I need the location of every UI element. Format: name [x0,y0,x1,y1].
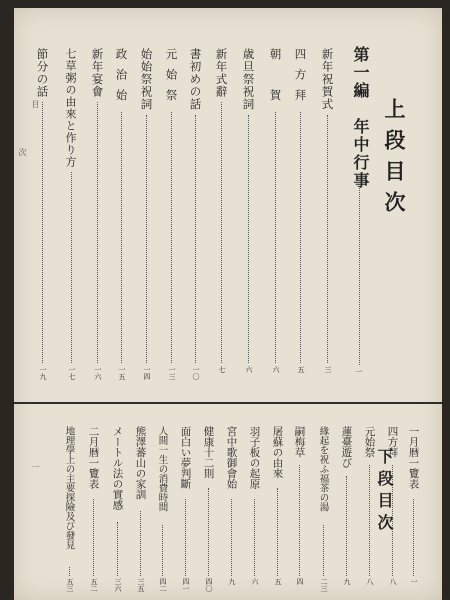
page-number: 八 [366,578,374,585]
page-number: 三六 [114,578,122,592]
toc-entry-label: 元始祭 [363,426,376,458]
page-number: 四一 [182,578,190,592]
page-number: 一四 [143,366,151,380]
leader-dots [300,112,301,363]
toc-entry-label: 緣起を祝ふ福茶の湯 [317,426,329,512]
leader-dots [277,488,278,577]
leader-dots [369,465,370,577]
toc-entry-label: 朝 賀 [268,48,283,110]
page-number: 五 [274,578,282,585]
leader-dots [162,525,163,577]
leader-dots [93,499,94,576]
page-number: 一七 [68,366,76,380]
leader-dots [359,180,360,365]
toc-entry-label: メートル法の實感 [111,426,124,510]
upper-toc-heading: 上段目次 [382,98,407,222]
page-number: 一〇 [192,366,200,380]
section-title [352,46,368,190]
leader-dots [275,112,276,363]
page-number: 四〇 [205,578,213,592]
toc-entry-label: 一月暦一覽表 [407,426,420,489]
toc-entry-label: 書初めの話 [188,48,203,111]
toc-entry-label: 屠蘇の由來 [271,426,284,479]
page-number: 一五 [118,366,126,380]
leader-dots [323,525,324,577]
page-number: 一 [355,368,363,375]
leader-dots [140,511,141,577]
toc-entry-label: 節分の話 [35,48,50,98]
footer-mark-left: 目 [31,100,40,108]
leader-dots [185,499,186,576]
toc-entry-label: 始始祭祝詞 [139,48,154,111]
toc-entry-label: 宮中歌御會始 [225,426,238,489]
page-number: 一 [410,578,418,585]
toc-entry-label: 歳旦祭祝詞 [241,48,256,111]
page-number: 六 [272,366,280,373]
leader-dots [327,115,328,364]
toc-entry-label: 地理學上の主要探險及び發見 [63,426,75,550]
leader-dots [195,115,196,364]
leader-dots [171,112,172,363]
section-divider [14,402,442,404]
page-number: 九 [228,578,236,585]
toc-entry-label: 新年式辭 [214,48,229,98]
toc-entry-label: 熊澤蕃山の家訓 [134,426,147,500]
leader-dots [221,102,222,363]
leader-dots [299,465,300,577]
leader-dots [231,499,232,576]
leader-dots [42,102,43,363]
page-number: 八 [389,578,397,585]
page-number: 四二 [159,578,167,592]
leader-dots [346,476,347,576]
page-number: 四 [296,578,304,585]
lower-toc-heading: 下段目次 [375,448,394,536]
toc-entry-label: 嗣梅草 [293,426,306,458]
page-number: 三五 [137,578,145,592]
toc-entry-label: 面白い夢判斷 [179,426,192,489]
leader-dots [392,465,393,577]
toc-entry-label: 元始祭 [164,48,179,110]
footer-mark-right: 次 [18,148,27,156]
toc-entry-label: 健康十二則 [202,426,215,479]
toc-entry-label: 新年宴會 [90,48,105,98]
leader-dots [117,522,118,576]
toc-entry-label: 四方拜 [386,426,399,458]
toc-entry-label: 羽子板の起原 [248,426,261,489]
toc-entry-label: 新年祝賀式 [320,48,335,111]
leader-dots [97,102,98,363]
toc-entry-label: 人間一生の消費時間 [156,426,168,512]
toc-entry-label: 七草粥の由來と作り方 [64,48,77,168]
page-number: 九 [343,578,351,585]
leader-dots [413,499,414,576]
leader-dots [208,488,209,577]
leader-dots [254,499,255,576]
page-number: 六 [251,578,259,585]
leader-dots [71,172,72,363]
page-number: 五三 [66,578,74,592]
page-number: 七 [218,366,226,373]
book-page [14,8,442,600]
page-number: 六 [245,366,253,373]
leader-dots [121,112,122,363]
toc-entry-label: 二月暦一覽表 [87,426,100,489]
section-number: 第一編 年中行事 [351,46,370,190]
page-number: 一六 [94,366,102,380]
page-number: 三 [324,366,332,373]
page-number: 一九 [39,366,47,380]
page-number: 一三 [168,366,176,380]
page-number: 二三 [320,578,328,592]
page-number: 五二 [90,578,98,592]
toc-entry-label: 政治始 [114,48,129,110]
leader-dots [69,567,70,577]
leader-dots [248,115,249,364]
leader-dots [146,115,147,364]
toc-entry-label: 蓮臺遊び [340,426,353,468]
toc-entry-label: 四方拜 [293,48,308,110]
page-number: 五 [297,366,305,373]
lower-footer-mark: 一 [31,463,40,471]
